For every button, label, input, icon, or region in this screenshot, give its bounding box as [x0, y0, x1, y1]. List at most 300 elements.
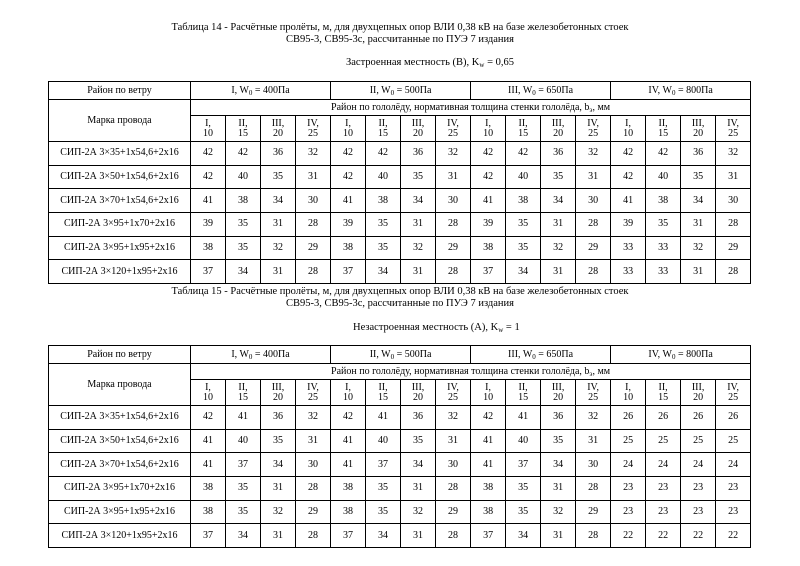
span-value: 37 [191, 260, 226, 284]
table14-caption-line1: Таблица 14 - Расчётные пролёты, м, для двухцепных опор ВЛИ 0,38 кВ на базе железобетонных стоек [171, 22, 629, 33]
table15-k-sub: w [498, 326, 504, 334]
span-value: 22 [716, 524, 751, 548]
wind-header-row [49, 82, 751, 100]
table14-k-sub: w [479, 61, 485, 69]
span-value: 41 [191, 429, 226, 453]
ice-col-region: III, [271, 117, 285, 129]
span-value: 31 [576, 429, 611, 453]
wire-mark: СИП-2А 3×35+1х54,6+2х16 [49, 406, 191, 430]
table-row [49, 165, 751, 189]
wire-mark: СИП-2А 3×70+1х54,6+2х16 [49, 189, 191, 213]
wind-zone-2 [331, 346, 471, 364]
ice-col-thickness: 20 [273, 127, 283, 139]
span-value: 38 [646, 189, 681, 213]
span-value: 31 [261, 213, 296, 237]
span-value: 28 [576, 477, 611, 501]
span-value: 29 [436, 500, 471, 524]
ice-col-region: II, [518, 117, 528, 129]
span-value: 42 [646, 142, 681, 166]
span-value: 26 [681, 406, 716, 430]
wind-zone-3 [471, 82, 611, 100]
span-value: 26 [716, 406, 751, 430]
ice-col-thickness: 20 [553, 391, 564, 403]
span-value: 41 [331, 189, 366, 213]
span-value: 28 [436, 477, 471, 501]
ice-col-region: II, [238, 381, 248, 393]
wind-zone-sub: 0 [248, 88, 253, 97]
span-value: 31 [681, 213, 716, 237]
span-value: 42 [331, 165, 366, 189]
ice-col-2-4 [436, 116, 471, 142]
wind-zone-sub: 0 [532, 88, 536, 97]
span-value: 29 [296, 236, 331, 260]
wind-header: Район по ветру [49, 346, 191, 364]
span-value: 37 [191, 524, 226, 548]
table15-k-value: = 1 [503, 322, 520, 333]
span-value: 35 [226, 236, 261, 260]
ice-col-region: IV, [587, 117, 599, 129]
ice-col-region: IV, [587, 381, 599, 393]
span-value: 30 [576, 189, 611, 213]
span-value: 31 [576, 165, 611, 189]
table-row [49, 236, 751, 260]
wind-zone-label: III, W [508, 84, 533, 96]
span-value: 33 [611, 260, 646, 284]
wind-header-row [49, 346, 751, 364]
ice-col-2-3 [401, 380, 436, 406]
span-value: 34 [506, 260, 541, 284]
span-value: 38 [366, 189, 401, 213]
span-value: 35 [401, 165, 436, 189]
span-value: 35 [646, 213, 681, 237]
span-value: 23 [716, 477, 751, 501]
span-value: 37 [471, 260, 506, 284]
span-value: 35 [541, 165, 576, 189]
span-value: 31 [261, 477, 296, 501]
ice-col-3-1 [471, 380, 506, 406]
span-value: 37 [506, 453, 541, 477]
span-value: 34 [226, 524, 261, 548]
ice-col-1-4 [296, 380, 331, 406]
span-value: 33 [646, 236, 681, 260]
span-value: 41 [471, 189, 506, 213]
wind-zone-sub: 0 [532, 352, 536, 361]
wind-zone-sub: 0 [390, 352, 395, 361]
span-value: 35 [261, 429, 296, 453]
ice-col-4-4 [716, 380, 751, 406]
ice-col-region: III, [411, 381, 425, 393]
table-row [49, 260, 751, 284]
table15-caption-line1: Таблица 15 - Расчётные пролёты, м, для двухцепных опор ВЛИ 0,38 кВ на базе железобетонных стоек [171, 286, 629, 297]
span-value: 30 [436, 189, 471, 213]
table-row [49, 500, 751, 524]
ice-header-text: Район по гололёду, нормативная толщина стенки гололёда, b [331, 101, 590, 113]
span-value: 28 [296, 260, 331, 284]
span-value: 42 [611, 142, 646, 166]
table-row [49, 406, 751, 430]
span-value: 31 [541, 213, 576, 237]
span-value: 31 [261, 260, 296, 284]
ice-col-3-4 [576, 380, 611, 406]
span-value: 36 [541, 406, 576, 430]
span-value: 36 [541, 142, 576, 166]
span-value: 34 [366, 524, 401, 548]
table-row [49, 142, 751, 166]
wind-zone-value: = 500Па [394, 348, 432, 360]
table15 [48, 345, 751, 548]
span-value: 34 [401, 453, 436, 477]
ice-col-thickness: 25 [728, 127, 739, 139]
span-value: 40 [506, 165, 541, 189]
span-value: 38 [331, 500, 366, 524]
span-value: 24 [646, 453, 681, 477]
ice-col-2-1 [331, 380, 366, 406]
span-value: 35 [366, 213, 401, 237]
ice-col-region: I, [345, 117, 351, 129]
span-value: 29 [296, 500, 331, 524]
wind-zone-value: = 500Па [394, 84, 432, 96]
span-value: 35 [366, 477, 401, 501]
span-value: 42 [471, 142, 506, 166]
span-value: 32 [261, 500, 296, 524]
ice-header [191, 364, 751, 380]
span-value: 28 [436, 524, 471, 548]
span-value: 39 [331, 213, 366, 237]
ice-col-region: II, [518, 381, 528, 393]
span-value: 30 [436, 453, 471, 477]
span-value: 39 [191, 213, 226, 237]
span-value: 42 [471, 165, 506, 189]
span-value: 42 [191, 142, 226, 166]
ice-col-1-1 [191, 116, 226, 142]
ice-col-region: I, [345, 381, 351, 393]
span-value: 32 [716, 142, 751, 166]
mark-header: Марка провода [49, 364, 191, 406]
span-value: 31 [436, 165, 471, 189]
span-value: 41 [226, 406, 261, 430]
table14 [48, 81, 751, 284]
span-value: 28 [576, 213, 611, 237]
span-value: 38 [471, 236, 506, 260]
span-value: 30 [296, 189, 331, 213]
span-value: 42 [191, 406, 226, 430]
ice-col-region: I, [485, 381, 491, 393]
ice-col-thickness: 20 [553, 127, 564, 139]
span-value: 32 [296, 406, 331, 430]
wind-zone-label: IV, W [648, 84, 672, 96]
span-value: 28 [716, 213, 751, 237]
ice-col-4-4 [716, 116, 751, 142]
span-value: 41 [471, 453, 506, 477]
wind-zone-label: I, W [231, 84, 249, 96]
span-value: 31 [401, 213, 436, 237]
ice-col-region: III, [411, 117, 425, 129]
wind-zone-label: III, W [508, 348, 533, 360]
span-value: 41 [331, 453, 366, 477]
span-value: 32 [576, 142, 611, 166]
ice-col-thickness: 15 [238, 391, 248, 403]
span-value: 28 [436, 213, 471, 237]
ice-col-thickness: 25 [728, 391, 739, 403]
span-value: 37 [331, 260, 366, 284]
span-value: 35 [506, 500, 541, 524]
span-value: 37 [366, 453, 401, 477]
span-value: 32 [296, 142, 331, 166]
ice-col-region: IV, [307, 117, 319, 129]
ice-col-region: I, [485, 117, 491, 129]
ice-col-region: IV, [447, 381, 459, 393]
wire-mark: СИП-2А 3×120+1х95+2х16 [49, 524, 191, 548]
span-value: 22 [611, 524, 646, 548]
ice-col-thickness: 25 [588, 127, 599, 139]
ice-col-thickness: 20 [273, 391, 283, 403]
span-value: 31 [296, 165, 331, 189]
span-value: 32 [576, 406, 611, 430]
ice-col-thickness: 20 [413, 127, 424, 139]
ice-col-region: I, [625, 381, 631, 393]
span-value: 36 [261, 406, 296, 430]
span-value: 29 [716, 236, 751, 260]
table15-terrain [353, 322, 520, 334]
ice-col-region: IV, [307, 381, 319, 393]
span-value: 41 [366, 406, 401, 430]
span-value: 40 [366, 165, 401, 189]
ice-col-3-2 [506, 116, 541, 142]
wind-zone-3 [471, 346, 611, 364]
span-value: 35 [366, 500, 401, 524]
ice-col-thickness: 15 [378, 391, 389, 403]
ice-col-thickness: 20 [413, 391, 424, 403]
table14-terrain-label: Застроенная местность (В), [346, 57, 470, 68]
span-value: 35 [401, 429, 436, 453]
ice-col-3-1 [471, 116, 506, 142]
span-value: 40 [226, 429, 261, 453]
table15-k-label: K [490, 322, 499, 333]
span-value: 23 [646, 500, 681, 524]
span-value: 25 [716, 429, 751, 453]
wind-zone-value: = 650Па [535, 348, 574, 360]
span-value: 35 [681, 165, 716, 189]
wire-mark: СИП-2А 3×95+1х95+2х16 [49, 500, 191, 524]
span-value: 23 [716, 500, 751, 524]
wire-mark: СИП-2А 3×50+1х54,6+2х16 [49, 429, 191, 453]
ice-col-thickness: 10 [483, 127, 494, 139]
span-value: 28 [296, 524, 331, 548]
span-value: 36 [401, 406, 436, 430]
ice-col-region: II, [378, 381, 388, 393]
span-value: 30 [576, 453, 611, 477]
span-value: 38 [191, 477, 226, 501]
ice-col-region: I, [625, 117, 631, 129]
span-value: 40 [366, 429, 401, 453]
ice-col-thickness: 10 [343, 391, 354, 403]
ice-col-region: I, [205, 381, 211, 393]
span-value: 40 [226, 165, 261, 189]
span-value: 31 [681, 260, 716, 284]
ice-col-thickness: 15 [658, 391, 669, 403]
span-value: 35 [506, 213, 541, 237]
span-value: 32 [401, 236, 436, 260]
ice-col-thickness: 10 [623, 391, 634, 403]
span-value: 28 [716, 260, 751, 284]
span-value: 34 [541, 453, 576, 477]
span-value: 22 [646, 524, 681, 548]
ice-col-3-3 [541, 380, 576, 406]
ice-col-region: IV, [727, 381, 739, 393]
ice-col-region: II, [378, 117, 388, 129]
mark-header: Марка провода [49, 100, 191, 142]
ice-col-2-1 [331, 116, 366, 142]
span-value: 35 [226, 477, 261, 501]
span-value: 33 [646, 260, 681, 284]
span-value: 32 [436, 142, 471, 166]
span-value: 34 [261, 453, 296, 477]
ice-col-2-2 [366, 116, 401, 142]
span-value: 29 [576, 500, 611, 524]
span-value: 25 [611, 429, 646, 453]
table-row [49, 429, 751, 453]
wind-zone-4 [611, 82, 751, 100]
ice-header-row [49, 100, 751, 116]
span-value: 39 [471, 213, 506, 237]
ice-col-region: II, [658, 117, 668, 129]
span-value: 31 [261, 524, 296, 548]
ice-col-thickness: 15 [518, 391, 529, 403]
table15-terrain-label: Незастроенная местность (А), [353, 322, 489, 333]
ice-col-region: IV, [447, 117, 459, 129]
ice-col-4-2 [646, 380, 681, 406]
ice-col-thickness: 15 [378, 127, 389, 139]
span-value: 24 [611, 453, 646, 477]
wind-zone-label: I, W [231, 348, 249, 360]
ice-col-1-4 [296, 116, 331, 142]
table-row [49, 524, 751, 548]
span-value: 28 [576, 524, 611, 548]
span-value: 28 [296, 477, 331, 501]
span-value: 34 [541, 189, 576, 213]
span-value: 38 [331, 477, 366, 501]
ice-col-1-3 [261, 116, 296, 142]
ice-header-tail: , мм [592, 365, 611, 377]
span-value: 42 [471, 406, 506, 430]
wire-mark: СИП-2А 3×95+1х70+2х16 [49, 477, 191, 501]
table-row [49, 477, 751, 501]
span-value: 34 [261, 189, 296, 213]
span-value: 35 [541, 429, 576, 453]
ice-col-region: III, [551, 117, 565, 129]
span-value: 31 [436, 429, 471, 453]
span-value: 31 [401, 477, 436, 501]
ice-col-region: IV, [727, 117, 739, 129]
ice-header [191, 100, 751, 116]
span-value: 31 [541, 477, 576, 501]
ice-header-tail: , мм [592, 101, 611, 113]
table-row [49, 189, 751, 213]
span-value: 30 [716, 189, 751, 213]
ice-col-1-3 [261, 380, 296, 406]
span-value: 23 [611, 477, 646, 501]
wind-zone-sub: 0 [671, 88, 676, 97]
table14-caption-line2: СВ95-3, СВ95-3с, рассчитанные по ПУЭ 7 издания [286, 34, 514, 45]
table-row [49, 213, 751, 237]
span-value: 29 [436, 236, 471, 260]
ice-col-thickness: 25 [308, 391, 319, 403]
span-value: 23 [611, 500, 646, 524]
ice-col-thickness: 15 [658, 127, 669, 139]
ice-col-3-3 [541, 116, 576, 142]
ice-col-1-2 [226, 380, 261, 406]
span-value: 38 [191, 236, 226, 260]
span-value: 25 [681, 429, 716, 453]
wire-mark: СИП-2А 3×95+1х70+2х16 [49, 213, 191, 237]
ice-col-thickness: 15 [518, 127, 529, 139]
span-value: 24 [716, 453, 751, 477]
ice-col-2-2 [366, 380, 401, 406]
wind-zone-4 [611, 346, 751, 364]
span-value: 34 [506, 524, 541, 548]
wind-header: Район по ветру [49, 82, 191, 100]
span-value: 23 [646, 477, 681, 501]
wire-mark: СИП-2А 3×95+1х95+2х16 [49, 236, 191, 260]
span-value: 39 [611, 213, 646, 237]
span-value: 37 [471, 524, 506, 548]
wind-zone-label: II, W [369, 84, 391, 96]
span-value: 25 [646, 429, 681, 453]
span-value: 38 [506, 189, 541, 213]
span-value: 31 [401, 260, 436, 284]
table-row [49, 453, 751, 477]
ice-col-region: III, [551, 381, 565, 393]
wind-zone-label: II, W [369, 348, 391, 360]
span-value: 26 [611, 406, 646, 430]
span-value: 31 [716, 165, 751, 189]
span-value: 34 [226, 260, 261, 284]
span-value: 35 [226, 500, 261, 524]
span-value: 41 [471, 429, 506, 453]
span-value: 22 [681, 524, 716, 548]
ice-col-4-1 [611, 380, 646, 406]
span-value: 28 [296, 213, 331, 237]
span-value: 42 [226, 142, 261, 166]
ice-col-thickness: 25 [448, 127, 459, 139]
span-value: 42 [506, 142, 541, 166]
span-value: 28 [576, 260, 611, 284]
wind-zone-value: = 400Па [252, 84, 290, 96]
span-value: 32 [681, 236, 716, 260]
span-value: 31 [541, 260, 576, 284]
ice-col-3-4 [576, 116, 611, 142]
ice-header-sub: э [589, 105, 593, 114]
ice-col-4-3 [681, 116, 716, 142]
ice-col-region: III, [271, 381, 285, 393]
ice-col-region: I, [205, 117, 211, 129]
wind-zone-1 [191, 346, 331, 364]
ice-header-sub: э [589, 369, 593, 378]
ice-col-region: II, [238, 117, 248, 129]
span-value: 32 [541, 236, 576, 260]
ice-col-thickness: 10 [623, 127, 634, 139]
span-value: 31 [296, 429, 331, 453]
ice-col-thickness: 10 [203, 391, 213, 403]
table14-k-value: = 0,65 [484, 57, 514, 68]
span-value: 24 [681, 453, 716, 477]
span-value: 42 [366, 142, 401, 166]
span-value: 34 [401, 189, 436, 213]
span-value: 32 [401, 500, 436, 524]
ice-col-2-4 [436, 380, 471, 406]
span-value: 35 [506, 477, 541, 501]
span-value: 32 [436, 406, 471, 430]
